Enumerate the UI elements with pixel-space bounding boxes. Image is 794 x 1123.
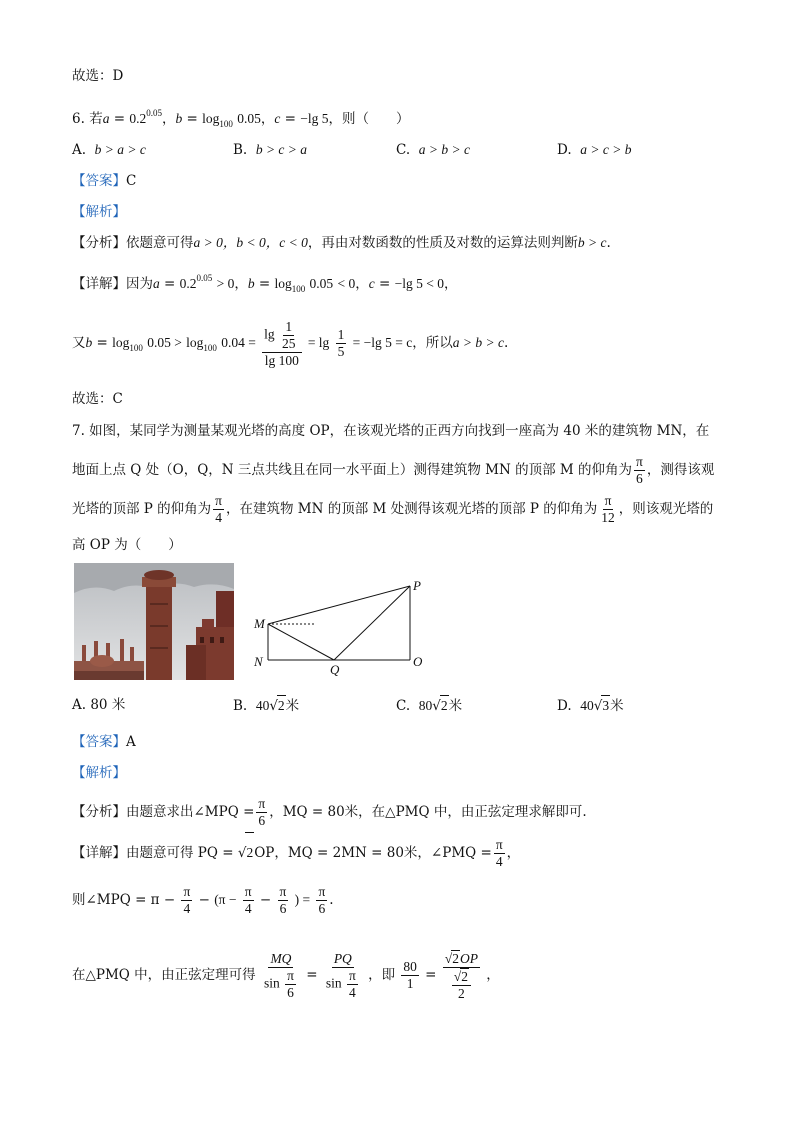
one-fifth-fraction: $\frac{1}{5}$ xyxy=(337,327,345,359)
segment-qp xyxy=(334,586,410,660)
q6-xiangjie: 【详解】因为$a = 0.2^{0.05} > 0$，$b = \log_{100} 0.05 < 0$，c = −lg 5 < 0， xyxy=(72,273,458,294)
prev-choose: 故选：D xyxy=(72,68,124,84)
segment-mp xyxy=(268,586,410,624)
q6-option-c: C. a > b > c xyxy=(396,142,470,158)
frac-pi-4: $\frac{\pi}{4}$ xyxy=(215,493,222,525)
q7-option-c: C. 80√2米 xyxy=(396,695,462,716)
q6-choose: 故选：C xyxy=(72,391,123,407)
label-n: N xyxy=(254,654,263,669)
label-m: M xyxy=(254,616,265,631)
q7-line4: 高 OP 为（ ） xyxy=(72,537,182,553)
label-q: Q xyxy=(330,662,340,677)
geometry-diagram xyxy=(244,572,434,682)
q6-fenxi: 【分析】依题意可得a > 0，b < 0，c < 0，再由对数函数的性质及对数的运算法则判断b > c. xyxy=(72,235,611,251)
label-o: O xyxy=(413,654,423,669)
lg-fraction: lg $\frac{1}{25}$ lg 100 xyxy=(262,319,301,369)
frac-pi-6: $\frac{\pi}{6}$ xyxy=(636,454,643,486)
q6-option-a: A. b > a > c xyxy=(72,142,146,158)
q7-xiangjie: 【详解】由题意可得 PQ = √2OP，MQ = 2MN = 80米，∠PMQ = $\frac{\pi}{4}$ ， xyxy=(72,832,520,873)
q7-answer: 【答案】A xyxy=(72,734,136,750)
q7-jiexi: 【解析】 xyxy=(72,765,126,781)
q7-option-d: D. 40√3米 xyxy=(557,695,624,716)
q6-derivation: 又$b = \log_{100} 0.05 > \log_{100} 0.04$ = lg $\frac{1}{25}$ lg 100 = lg $\frac{1}{5}$ = −lg 5 = c，所以a > b > c. xyxy=(72,318,509,368)
tower-photo xyxy=(74,563,234,680)
q6-option-b: B. b > c > a xyxy=(233,142,308,158)
q7-option-a: A. 80 米 xyxy=(72,697,126,713)
q7-line3: 光塔的顶部 P 的仰角为 $\frac{\pi}{4}$ ，在建筑物 MN 的顶部 M 处测得该观光塔的顶部 P 的仰角为 $\frac{\pi}{12}$ ，则该观光塔的 xyxy=(72,493,714,525)
q6-answer: 【答案】C xyxy=(72,173,137,189)
q6-option-d: D. a > c > b xyxy=(557,142,632,158)
q6-stem: 6. 若$a = 0.2^{0.05}$，$b = \log_{100} 0.05$，c = −lg 5，则（ ） xyxy=(72,108,410,129)
frac-pi-12: $\frac{\pi}{12}$ xyxy=(601,493,615,525)
label-p: P xyxy=(413,578,421,593)
q7-line2: 地面上点 Q 处（O，Q，N 三点共线且在同一水平面上）测得建筑物 MN 的顶部 M 的仰角为 $\frac{\pi}{6}$ ，测得该观 xyxy=(72,454,715,486)
q7-angle-calc: 则∠MPQ = π − $\frac{\pi}{4}$ − (π − $\frac{\pi}{4}$ − $\frac{\pi}{6}$ ) = $\frac{\pi}{6}$ . xyxy=(72,884,334,916)
segment-mq xyxy=(268,624,334,660)
q7-option-b: B. 40√2米 xyxy=(233,695,299,716)
q7-fenxi: 【分析】由题意求出∠MPQ = $\frac{\pi}{6}$ ，MQ = 80米，在△PMQ 中，由正弦定理求解即可. xyxy=(72,796,587,828)
q7-line1: 7. 如图，某同学为测量某观光塔的高度 OP，在该观光塔的正西方向找到一座高为 40 米的建筑物 MN，在 xyxy=(72,423,710,439)
q6-jiexi: 【解析】 xyxy=(72,204,126,220)
q7-sine-law: 在△PMQ 中，由正弦定理可得 MQ sin $\frac{\pi}{6}$ = PQ sin $\frac{\pi}{4}$ ，即 $\frac{80}{1}$ = $\frac{√2OP}{\frac{√2}{2}}$ ， xyxy=(72,950,500,1001)
